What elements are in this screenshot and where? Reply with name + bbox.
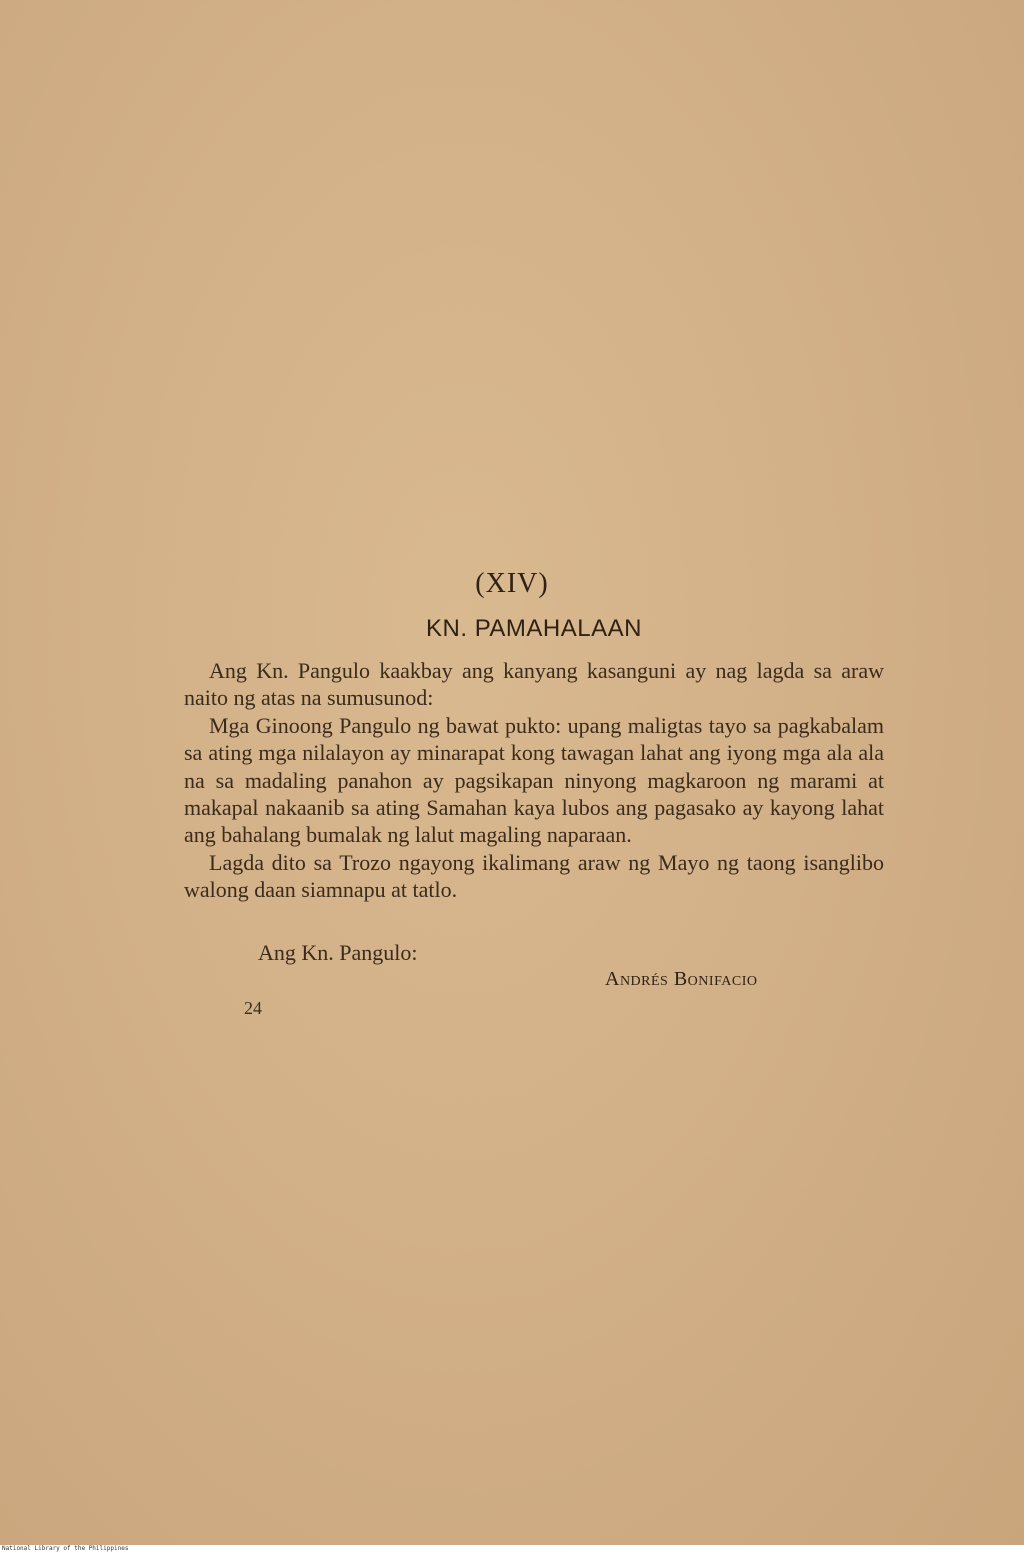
paragraph-decree: Mga Ginoong Pangulo ng bawat pukto: upang maligtas tayo sa pagkabalam sa ating mga nilalayon ay minarapat kong tawagan lahat ang iyong mga ala ala na sa madaling panahon ay pagsikapan ninyong magkaroon ng marami at makapal nakaanib sa ating Samahan kaya lubos ang pagasako ay kayong lahat ang bahalang bumalak ng lalut magaling naparaan. bbox=[184, 712, 884, 848]
closing-line: Ang Kn. Pangulo: bbox=[258, 940, 418, 965]
paragraph-intro: Ang Kn. Pangulo kaakbay ang kanyang kasanguni ay nag lagda sa araw naito ng atas na sumusunod: bbox=[184, 658, 884, 711]
footer-bar bbox=[0, 1545, 1024, 1553]
section-heading: KN. PAMAHALAAN bbox=[426, 615, 642, 642]
body-text bbox=[184, 657, 884, 904]
section-numeral: (XIV) bbox=[475, 568, 549, 599]
page-number: 24 bbox=[244, 998, 262, 1018]
footer-credit: National Library of the Philippines bbox=[2, 1545, 129, 1552]
paragraph-date: Lagda dito sa Trozo ngayong ikalimang araw ng Mayo ng taong isanglibo walong daan siamnapu at tatlo. bbox=[184, 849, 884, 903]
signature-name: Andrés Bonifacio bbox=[605, 968, 758, 990]
